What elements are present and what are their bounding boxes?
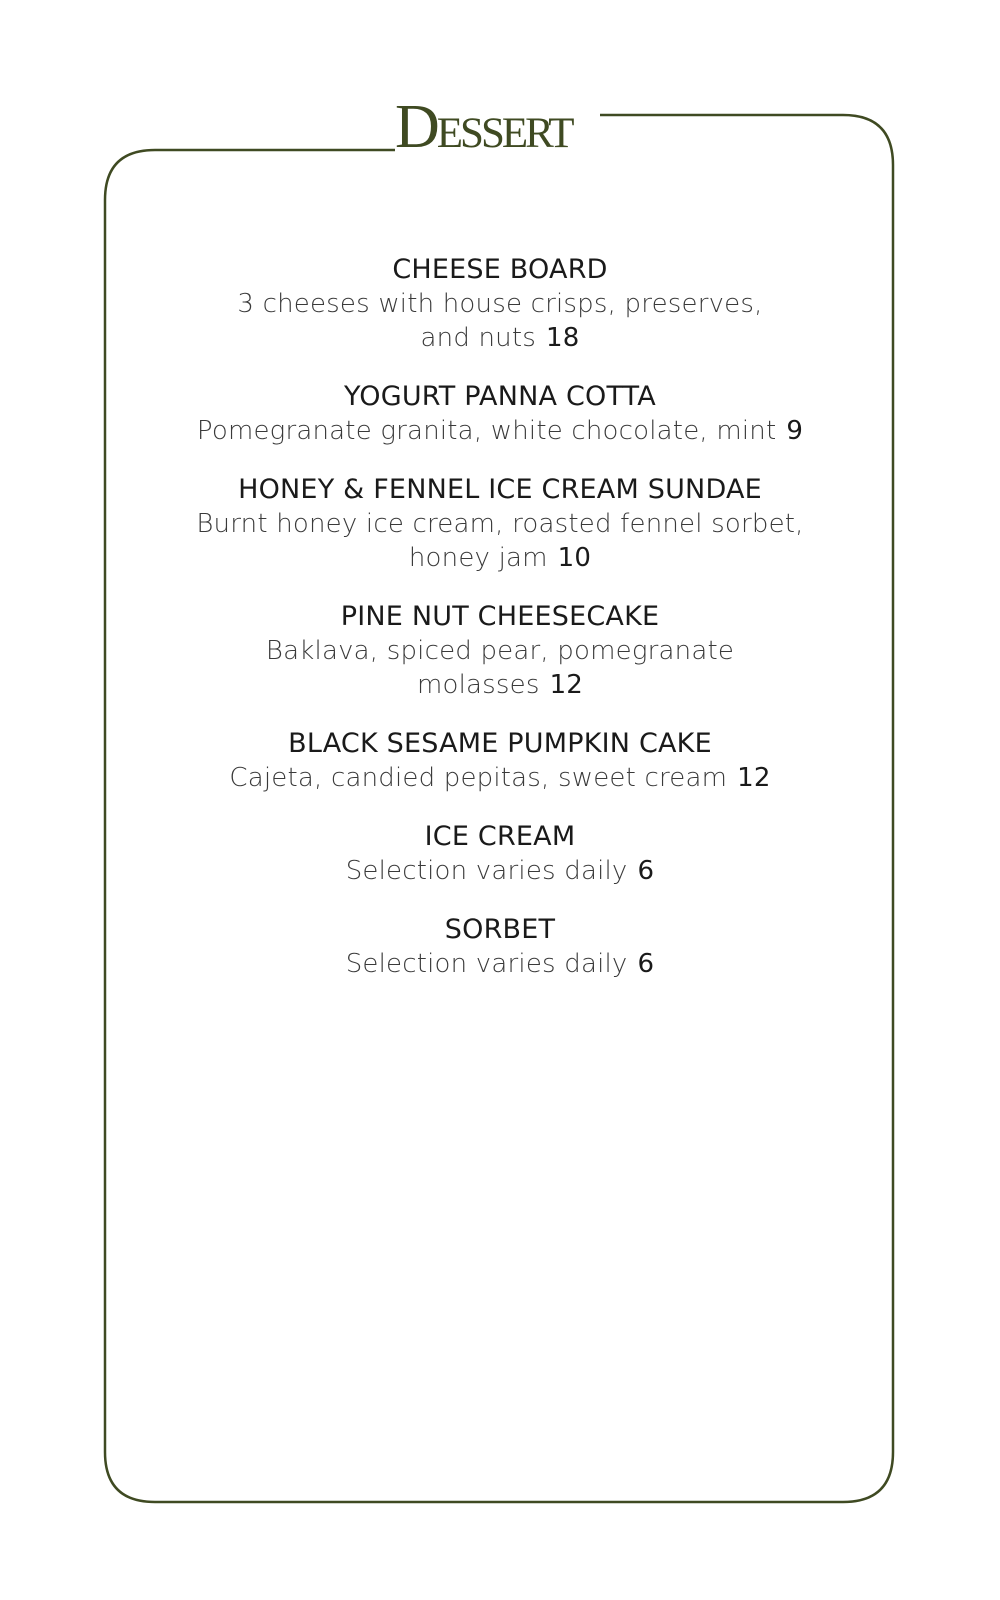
menu-item-cheese-board — [105, 253, 895, 355]
menu-item-honey-fennel-sundae — [105, 473, 895, 575]
menu-item-price: 18 — [546, 323, 580, 353]
menu-item-name: ICE CREAM — [424, 821, 576, 852]
menu-item-black-sesame-pumpkin-cake — [105, 727, 895, 795]
menu-item-description: Baklava, spiced pear, pomegranate molasses — [265, 636, 735, 700]
menu-item-name: SORBET — [444, 914, 556, 945]
menu-item-description-block — [120, 947, 880, 981]
menu-item-ice-cream — [105, 820, 895, 888]
menu-item-name: YOGURT PANNA COTTA — [344, 381, 656, 412]
menu-item-description-block — [120, 414, 880, 448]
menu-item-description: Burnt honey ice cream, roasted fennel sorbet, honey jam — [196, 509, 804, 573]
menu-item-description-block — [195, 507, 805, 575]
menu-item-description-block — [120, 761, 880, 795]
menu-item-description: Pomegranate granita, white chocolate, mint — [196, 416, 777, 446]
menu-item-sorbet — [105, 913, 895, 981]
menu-item-name: PINE NUT CHEESECAKE — [340, 601, 660, 632]
menu-item-description: Cajeta, candied pepitas, sweet cream — [229, 763, 728, 793]
menu-item-description-block — [120, 854, 880, 888]
menu-item-description: 3 cheeses with house crisps, preserves, and nuts — [237, 289, 763, 353]
menu-item-description: Selection varies daily — [345, 856, 628, 886]
menu-item-description-block — [220, 634, 780, 702]
menu-item-description-block — [220, 287, 780, 355]
menu-item-price: 6 — [637, 856, 655, 886]
dessert-menu-list — [105, 253, 895, 1006]
menu-item-description: Selection varies daily — [345, 949, 628, 979]
menu-item-yogurt-panna-cotta — [105, 380, 895, 448]
menu-item-price: 10 — [557, 543, 592, 573]
menu-item-price: 12 — [549, 670, 584, 700]
menu-item-name: BLACK SESAME PUMPKIN CAKE — [288, 728, 712, 759]
menu-item-price: 9 — [786, 416, 804, 446]
menu-item-price: 6 — [637, 949, 655, 979]
menu-item-price: 12 — [737, 763, 771, 793]
menu-item-name: CHEESE BOARD — [392, 254, 608, 285]
menu-title: Dessert — [395, 93, 572, 161]
menu-item-pine-nut-cheesecake — [105, 600, 895, 702]
menu-item-name: HONEY & FENNEL ICE CREAM SUNDAE — [238, 474, 762, 505]
